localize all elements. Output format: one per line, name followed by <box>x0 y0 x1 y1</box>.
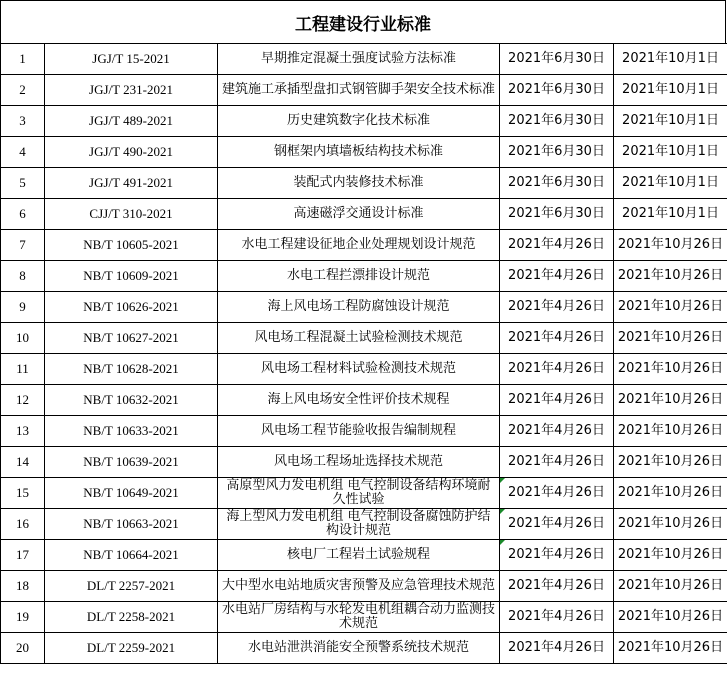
standard-code-cell[interactable]: DL/T 2257-2021 <box>45 571 218 602</box>
table-row <box>1 261 727 292</box>
row-number-cell[interactable]: 15 <box>1 478 45 509</box>
row-number-cell[interactable]: 20 <box>1 633 45 664</box>
standard-name-cell[interactable]: 高速磁浮交通设计标准 <box>218 199 500 230</box>
standard-name-cell[interactable]: 海上风电场安全性评价技术规程 <box>218 385 500 416</box>
standard-code-cell[interactable]: NB/T 10626-2021 <box>45 292 218 323</box>
table-row <box>1 354 727 385</box>
effective-date-cell[interactable]: 2021年10月26日 <box>614 230 727 261</box>
standard-name-cell[interactable]: 水电工程建设征地企业处理规划设计规范 <box>218 230 500 261</box>
standards-table <box>0 43 727 664</box>
table-row <box>1 509 727 540</box>
table-row <box>1 571 727 602</box>
effective-date-cell[interactable]: 2021年10月26日 <box>614 447 727 478</box>
issue-date-cell[interactable]: 2021年6月30日 <box>500 75 614 106</box>
standard-name-cell[interactable]: 高原型风力发电机组 电气控制设备结构环境耐久性试验 <box>218 478 500 509</box>
issue-date-cell[interactable]: 2021年4月26日 <box>500 292 614 323</box>
standard-name-cell[interactable]: 历史建筑数字化技术标准 <box>218 106 500 137</box>
issue-date-cell[interactable]: 2021年4月26日 <box>500 478 614 509</box>
effective-date-cell[interactable]: 2021年10月1日 <box>614 75 727 106</box>
issue-date-cell[interactable]: 2021年6月30日 <box>500 168 614 199</box>
standard-name-cell[interactable]: 海上风电场工程防腐蚀设计规范 <box>218 292 500 323</box>
issue-date-cell[interactable]: 2021年4月26日 <box>500 354 614 385</box>
standard-code-cell[interactable]: JGJ/T 490-2021 <box>45 137 218 168</box>
standards-table-body <box>1 44 727 664</box>
issue-date-cell[interactable]: 2021年4月26日 <box>500 416 614 447</box>
row-number-cell[interactable]: 7 <box>1 230 45 261</box>
effective-date-cell[interactable]: 2021年10月26日 <box>614 602 727 633</box>
standard-name-cell[interactable]: 风电场工程混凝土试验检测技术规范 <box>218 323 500 354</box>
effective-date-cell[interactable]: 2021年10月26日 <box>614 354 727 385</box>
table-row <box>1 602 727 633</box>
standard-name-cell[interactable]: 钢框架内填墙板结构技术标准 <box>218 137 500 168</box>
standard-name-cell[interactable]: 风电场工程材料试验检测技术规范 <box>218 354 500 385</box>
effective-date-cell[interactable]: 2021年10月1日 <box>614 137 727 168</box>
standard-name-cell[interactable]: 风电场工程节能验收报告编制规程 <box>218 416 500 447</box>
effective-date-cell[interactable]: 2021年10月26日 <box>614 509 727 540</box>
issue-date-cell[interactable]: 2021年4月26日 <box>500 230 614 261</box>
standard-code-cell[interactable]: NB/T 10632-2021 <box>45 385 218 416</box>
table-row <box>1 416 727 447</box>
issue-date-cell[interactable]: 2021年4月26日 <box>500 509 614 540</box>
standard-code-cell[interactable]: JGJ/T 231-2021 <box>45 75 218 106</box>
issue-date-cell[interactable]: 2021年6月30日 <box>500 199 614 230</box>
effective-date-cell[interactable]: 2021年10月26日 <box>614 385 727 416</box>
table-row <box>1 447 727 478</box>
row-number-cell[interactable]: 6 <box>1 199 45 230</box>
standard-name-cell[interactable]: 水电工程拦漂排设计规范 <box>218 261 500 292</box>
effective-date-cell[interactable]: 2021年10月26日 <box>614 571 727 602</box>
standard-code-cell[interactable]: JGJ/T 491-2021 <box>45 168 218 199</box>
issue-date-cell[interactable]: 2021年4月26日 <box>500 261 614 292</box>
standard-name-cell[interactable]: 风电场工程场址选择技术规范 <box>218 447 500 478</box>
row-number-cell[interactable]: 16 <box>1 509 45 540</box>
table-row <box>1 106 727 137</box>
standard-name-cell[interactable]: 早期推定混凝土强度试验方法标准 <box>218 44 500 75</box>
table-row <box>1 44 727 75</box>
table-row <box>1 540 727 571</box>
standard-name-cell[interactable]: 建筑施工承插型盘扣式钢管脚手架安全技术标准 <box>218 75 500 106</box>
effective-date-cell[interactable]: 2021年10月1日 <box>614 44 727 75</box>
standard-name-cell[interactable]: 大中型水电站地质灾害预警及应急管理技术规范 <box>218 571 500 602</box>
effective-date-cell[interactable]: 2021年10月26日 <box>614 416 727 447</box>
row-number-cell[interactable]: 13 <box>1 416 45 447</box>
issue-date-cell[interactable]: 2021年6月30日 <box>500 44 614 75</box>
table-row <box>1 633 727 664</box>
standard-code-cell[interactable]: NB/T 10605-2021 <box>45 230 218 261</box>
table-row <box>1 292 727 323</box>
row-number-cell[interactable]: 9 <box>1 292 45 323</box>
standard-code-cell[interactable]: DL/T 2258-2021 <box>45 602 218 633</box>
row-number-cell[interactable]: 10 <box>1 323 45 354</box>
table-row <box>1 168 727 199</box>
row-number-cell[interactable]: 1 <box>1 44 45 75</box>
effective-date-cell[interactable]: 2021年10月26日 <box>614 478 727 509</box>
issue-date-cell[interactable]: 2021年6月30日 <box>500 137 614 168</box>
table-row <box>1 75 727 106</box>
table-row <box>1 323 727 354</box>
standard-code-cell[interactable]: JGJ/T 15-2021 <box>45 44 218 75</box>
standard-code-cell[interactable]: NB/T 10663-2021 <box>45 509 218 540</box>
effective-date-cell[interactable]: 2021年10月26日 <box>614 261 727 292</box>
issue-date-cell[interactable]: 2021年4月26日 <box>500 633 614 664</box>
row-number-cell[interactable]: 8 <box>1 261 45 292</box>
table-row <box>1 230 727 261</box>
issue-date-cell[interactable]: 2021年4月26日 <box>500 447 614 478</box>
table-row <box>1 385 727 416</box>
standard-name-cell[interactable]: 水电站厂房结构与水轮发电机组耦合动力监测技术规范 <box>218 602 500 633</box>
standard-code-cell[interactable]: NB/T 10664-2021 <box>45 540 218 571</box>
issue-date-cell[interactable]: 2021年4月26日 <box>500 540 614 571</box>
row-number-cell[interactable]: 19 <box>1 602 45 633</box>
standard-name-cell[interactable]: 核电厂工程岩土试验规程 <box>218 540 500 571</box>
table-row <box>1 478 727 509</box>
effective-date-cell[interactable]: 2021年10月26日 <box>614 540 727 571</box>
standard-code-cell[interactable]: NB/T 10628-2021 <box>45 354 218 385</box>
effective-date-cell[interactable]: 2021年10月26日 <box>614 323 727 354</box>
standard-code-cell[interactable]: NB/T 10633-2021 <box>45 416 218 447</box>
effective-date-cell[interactable]: 2021年10月1日 <box>614 199 727 230</box>
issue-date-cell[interactable]: 2021年4月26日 <box>500 323 614 354</box>
row-number-cell[interactable]: 2 <box>1 75 45 106</box>
row-number-cell[interactable]: 5 <box>1 168 45 199</box>
issue-date-cell[interactable]: 2021年4月26日 <box>500 571 614 602</box>
effective-date-cell[interactable]: 2021年10月1日 <box>614 106 727 137</box>
row-number-cell[interactable]: 17 <box>1 540 45 571</box>
standard-code-cell[interactable]: NB/T 10649-2021 <box>45 478 218 509</box>
table-row <box>1 199 727 230</box>
standard-code-cell[interactable]: NB/T 10639-2021 <box>45 447 218 478</box>
standard-code-cell[interactable]: NB/T 10627-2021 <box>45 323 218 354</box>
issue-date-cell[interactable]: 2021年6月30日 <box>500 106 614 137</box>
row-number-cell[interactable]: 12 <box>1 385 45 416</box>
effective-date-cell[interactable]: 2021年10月26日 <box>614 292 727 323</box>
row-number-cell[interactable]: 3 <box>1 106 45 137</box>
row-number-cell[interactable]: 14 <box>1 447 45 478</box>
row-number-cell[interactable]: 4 <box>1 137 45 168</box>
effective-date-cell[interactable]: 2021年10月26日 <box>614 633 727 664</box>
row-number-cell[interactable]: 11 <box>1 354 45 385</box>
table-row <box>1 137 727 168</box>
standard-name-cell[interactable]: 水电站泄洪消能安全预警系统技术规范 <box>218 633 500 664</box>
effective-date-cell[interactable]: 2021年10月1日 <box>614 168 727 199</box>
standard-code-cell[interactable]: JGJ/T 489-2021 <box>45 106 218 137</box>
issue-date-cell[interactable]: 2021年4月26日 <box>500 385 614 416</box>
standard-name-cell[interactable]: 海上型风力发电机组 电气控制设备腐蚀防护结构设计规范 <box>218 509 500 540</box>
table-title: 工程建设行业标准 <box>0 0 726 43</box>
standard-code-cell[interactable]: DL/T 2259-2021 <box>45 633 218 664</box>
standard-name-cell[interactable]: 装配式内装修技术标准 <box>218 168 500 199</box>
row-number-cell[interactable]: 18 <box>1 571 45 602</box>
standard-code-cell[interactable]: CJJ/T 310-2021 <box>45 199 218 230</box>
standard-code-cell[interactable]: NB/T 10609-2021 <box>45 261 218 292</box>
issue-date-cell[interactable]: 2021年4月26日 <box>500 602 614 633</box>
